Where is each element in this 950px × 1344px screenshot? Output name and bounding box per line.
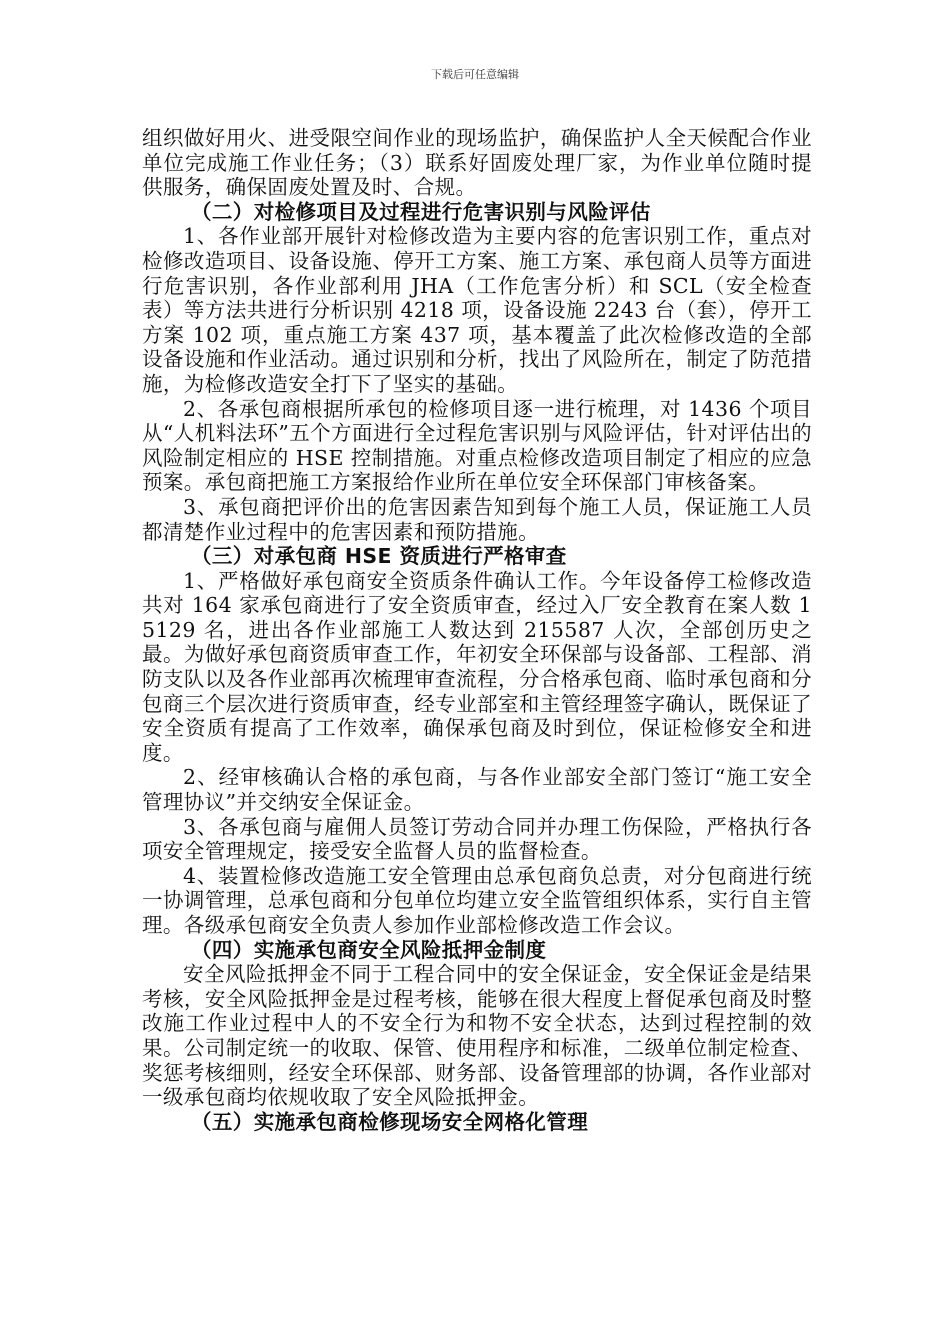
section-heading-2: （二）对检修项目及过程进行危害识别与风险评估 bbox=[191, 199, 651, 224]
page-header: 下载后可任意编辑 bbox=[431, 68, 519, 81]
section-heading-4: （四）实施承包商安全风险抵押金制度 bbox=[191, 937, 547, 962]
section-heading-3: （三）对承包商 HSE 资质进行严格审查 bbox=[191, 544, 567, 569]
paragraph-2-1: 1、各作业部开展针对检修改造为主要内容的危害识别工作，重点对检修改造项目、设备设施、停开工方案、施工方案、承包商人员等方面进行危害识别，各作业部利用 JHA（工作危害分析）和 SCL（安全检查表）等方法共进行分析识别 4218 项，设备设施 2243 台（套），停开工方案 102 项，重点施工方案 437 项，基本覆盖了此次检修改造的全部设备设施和作业活动。通过识别和分析，找出了风险所在，制定了防范措施，为检修改造安全打下了坚实的基础。 bbox=[142, 224, 812, 396]
paragraph-3-4: 4、装置检修改造施工安全管理由总承包商负总责，对分包商进行统一协调管理，总承包商和分包单位均建立安全监管组织体系，实行自主管理。各级承包商安全负责人参加作业部检修改造工作会议。 bbox=[142, 863, 812, 937]
paragraph-2-3: 3、承包商把评价出的危害因素告知到每个施工人员，保证施工人员都清楚作业过程中的危害因素和预防措施。 bbox=[142, 494, 812, 544]
paragraph-3-2: 2、经审核确认合格的承包商，与各作业部安全部门签订“施工安全管理协议”并交纳安全保证金。 bbox=[142, 765, 812, 815]
document-body bbox=[142, 126, 812, 1134]
paragraph-4-1: 安全风险抵押金不同于工程合同中的安全保证金，安全保证金是结果考核，安全风险抵押金是过程考核，能够在很大程度上督促承包商及时整改施工作业过程中人的不安全行为和物不安全状态，达到过程控制的效果。公司制定统一的收取、保管、使用程序和标准，二级单位制定检查、奖惩考核细则，经安全环保部、财务部、设备管理部的协调，各作业部对一级承包商均依规收取了安全风险抵押金。 bbox=[142, 962, 812, 1110]
paragraph-2-2: 2、各承包商根据所承包的检修项目逐一进行梳理，对 1436 个项目从“人机料法环”五个方面进行全过程危害识别与风险评估，针对评估出的风险制定相应的 HSE 控制措施。对重点检修改造项目制定了相应的应急预案。承包商把施工方案报给作业所在单位安全环保部门审核备案。 bbox=[142, 396, 812, 495]
paragraph-continuation: 组织做好用火、进受限空间作业的现场监护，确保监护人全天候配合作业单位完成施工作业任务；（3）联系好固废处理厂家，为作业单位随时提供服务，确保固废处置及时、合规。 bbox=[142, 126, 812, 200]
paragraph-3-1: 1、严格做好承包商安全资质条件确认工作。今年设备停工检修改造共对 164 家承包商进行了安全资质审查，经过入厂安全教育在案人数 15129 名，进出各作业部施工人数达到 215587 人次，全部创历史之最。为做好承包商资质审查工作，年初安全环保部与设备部、工程部、消防支队以及各作业部再次梳理审查流程，分合格承包商、临时承包商和分包商三个层次进行资质审查，经专业部室和主管经理签字确认，既保证了安全资质有提高了工作效率，确保承包商及时到位，保证检修安全和进度。 bbox=[142, 568, 812, 765]
paragraph-3-3: 3、各承包商与雇佣人员签订劳动合同并办理工伤保险，严格执行各项安全管理规定，接受安全监督人员的监督检查。 bbox=[142, 814, 812, 864]
section-heading-5: （五）实施承包商检修现场安全网格化管理 bbox=[191, 1109, 589, 1134]
